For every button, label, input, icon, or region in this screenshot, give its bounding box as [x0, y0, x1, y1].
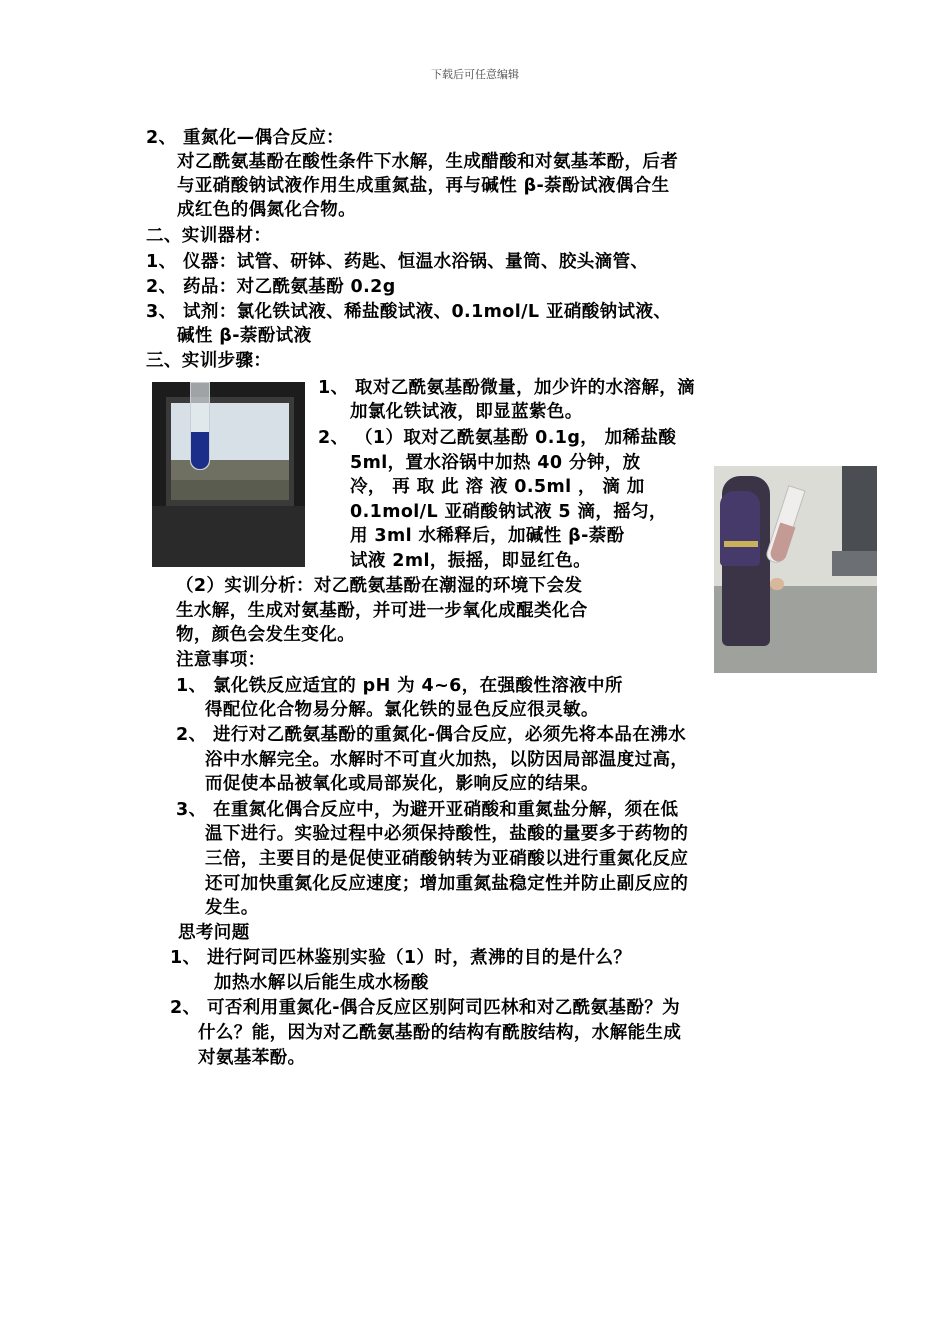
question-item: 1、 进行阿司匹林鉴别实验（1）时，煮沸的目的是什么？ [170, 948, 632, 968]
list-item-instruments: 1、 仪器：试管、研钵、药匙、恒温水浴锅、量筒、胶头滴管、 [146, 252, 649, 272]
analysis-paragraph: 生水解，生成对氨基酚，并可进一步氧化成醌类化合 [176, 601, 588, 621]
section-heading-steps: 三、实训步骤： [146, 351, 272, 371]
step-item-cont: 0.1mol/L 亚硝酸钠试液 5 滴，摇匀， [350, 502, 667, 522]
questions-heading: 思考问题 [178, 923, 250, 943]
header-watermark: 下载后可任意编辑 [431, 68, 519, 81]
paragraph-line: 与亚硝酸钠试液作用生成重氮盐，再与碱性 β-萘酚试液偶合生 [177, 176, 670, 196]
step-item-cont: 试液 2ml，振摇，即显红色。 [350, 551, 592, 571]
question-answer: 对氨基苯酚。 [198, 1048, 306, 1068]
question-answer: 加热水解以后能生成水杨酸 [214, 973, 429, 993]
list-item-drugs: 2、 药品：对乙酰氨基酚 0.2g [146, 277, 396, 297]
paragraph-line: 对乙酰氨基酚在酸性条件下水解，生成醋酸和对氨基苯酚，后者 [177, 152, 679, 172]
note-item-cont: 发生。 [205, 898, 259, 918]
note-item-cont: 得配位化合物易分解。氯化铁的显色反应很灵敏。 [205, 700, 599, 720]
note-item-cont: 还可加快重氮化反应速度；增加重氮盐稳定性并防止副反应的 [205, 874, 689, 894]
list-item-reagents: 3、 试剂：氯化铁试液、稀盐酸试液、0.1mol/L 亚硝酸钠试液、 [146, 302, 672, 322]
note-item-cont: 三倍，主要目的是促使亚硝酸钠转为亚硝酸以进行重氮化反应 [205, 849, 689, 869]
student-red-test-tube-photo [714, 466, 877, 673]
section-heading-equipment: 二、实训器材： [146, 226, 272, 246]
test-tube-blue-purple-photo [152, 382, 305, 567]
note-item-cont: 温下进行。实验过程中必须保持酸性，盐酸的量要多于药物的 [205, 824, 689, 844]
note-item: 1、 氯化铁反应适宜的 pH 为 4~6，在强酸性溶液中所 [176, 676, 623, 696]
note-item-cont: 浴中水解完全。水解时不可直火加热，以防因局部温度过高， [205, 750, 689, 770]
list-item-reagents-cont: 碱性 β-萘酚试液 [177, 326, 312, 346]
paragraph-line: 成红色的偶氮化合物。 [177, 200, 356, 220]
step-item-cont: 5ml，置水浴锅中加热 40 分钟，放 [350, 453, 641, 473]
note-item: 2、 进行对乙酰氨基酚的重氮化-偶合反应，必须先将本品在沸水 [176, 725, 687, 745]
step-item: 2、 （1）取对乙酰氨基酚 0.1g， 加稀盐酸 [318, 428, 677, 448]
step-item-cont: 加氯化铁试液，即显蓝紫色。 [350, 402, 583, 422]
note-item-cont: 而促使本品被氧化或局部炭化，影响反应的结果。 [205, 774, 599, 794]
step-item: 1、 取对乙酰氨基酚微量，加少许的水溶解，滴 [318, 378, 696, 398]
analysis-paragraph: 物，颜色会发生变化。 [176, 625, 355, 645]
note-item: 3、 在重氮化偶合反应中，为避开亚硝酸和重氮盐分解，须在低 [176, 800, 679, 820]
notes-heading: 注意事项： [176, 650, 266, 670]
step-item-cont: 用 3ml 水稀释后，加碱性 β-萘酚 [350, 526, 625, 546]
section-heading-diazo: 2、 重氮化—偶合反应： [146, 128, 345, 148]
question-item: 2、 可否利用重氮化-偶合反应区别阿司匹林和对乙酰氨基酚？为 [170, 998, 681, 1018]
question-answer: 什么？能，因为对乙酰氨基酚的结构有酰胺结构，水解能生成 [198, 1023, 682, 1043]
analysis-paragraph: （2）实训分析：对乙酰氨基酚在潮湿的环境下会发 [176, 576, 583, 596]
step-item-cont: 冷， 再 取 此 溶 液 0.5ml ， 滴 加 [350, 477, 645, 497]
